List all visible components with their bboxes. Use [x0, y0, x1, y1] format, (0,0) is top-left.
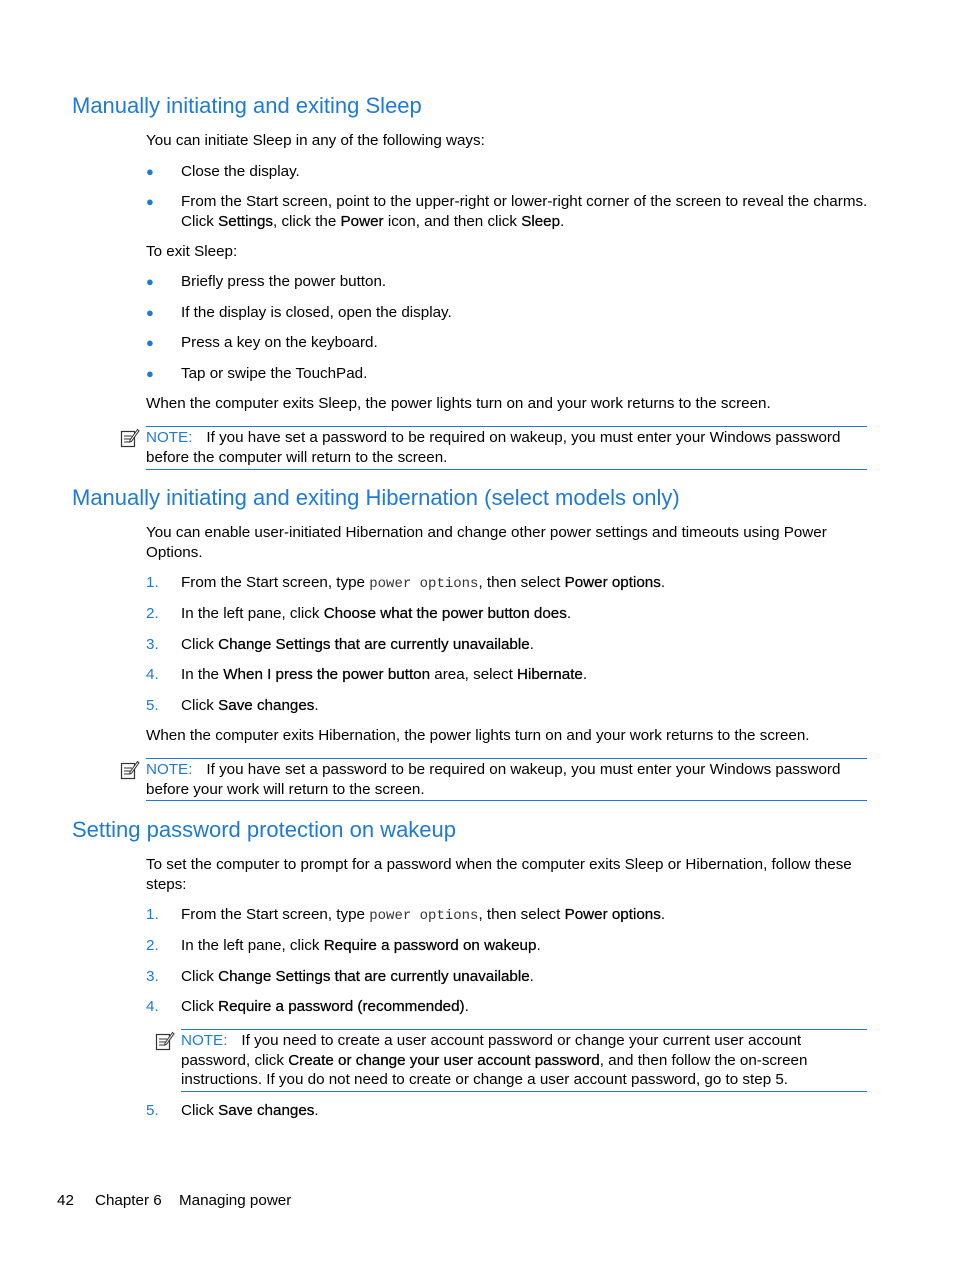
note-bottom-rule	[146, 469, 867, 470]
step-item: Click Change Settings that are currently unavailable.	[181, 636, 534, 653]
section-heading-password: Setting password protection on wakeup	[72, 817, 457, 842]
note-text: NOTE: If you have set a password to be required on wakeup, you must enter your Windows password before the computer will return to the screen.	[146, 429, 841, 466]
step-item: In the left pane, click Require a password on wakeup.	[181, 937, 541, 954]
step-item: Click Save changes.	[181, 1102, 319, 1119]
step-number: 4.	[146, 666, 159, 683]
page-number: 42	[57, 1192, 74, 1209]
paragraph: To set the computer to prompt for a password when the computer exits Sleep or Hibernation, follow these steps:	[146, 856, 852, 893]
note-icon	[120, 760, 140, 780]
step-number: 1.	[146, 574, 159, 591]
step-number: 4.	[146, 998, 159, 1015]
bullet-icon: ●	[146, 305, 154, 320]
section-heading-sleep: Manually initiating and exiting Sleep	[72, 93, 422, 118]
note-text: NOTE: If you need to create a user account password or change your current user account password, click Create or change your user account password, and then follow the on-screen instructions. If you do not need to create or change a user account password, go to step 5.	[181, 1032, 808, 1088]
paragraph: When the computer exits Sleep, the power lights turn on and your work returns to the screen.	[146, 395, 771, 412]
bullet-icon: ●	[146, 194, 154, 209]
paragraph: You can initiate Sleep in any of the following ways:	[146, 132, 485, 149]
list-item: Briefly press the power button.	[181, 273, 387, 290]
step-number: 3.	[146, 968, 159, 985]
paragraph: When the computer exits Hibernation, the power lights turn on and your work returns to the screen.	[146, 727, 810, 744]
note-top-rule	[146, 758, 867, 759]
step-item: From the Start screen, type power options, then select Power options.	[181, 906, 666, 924]
step-item: Click Require a password (recommended).	[181, 998, 469, 1015]
note-bottom-rule	[146, 800, 867, 801]
bullet-icon: ●	[146, 274, 154, 289]
note-top-rule	[146, 426, 867, 427]
paragraph: You can enable user-initiated Hibernation and change other power settings and timeouts using Power Options.	[146, 524, 827, 561]
step-number: 5.	[146, 697, 159, 714]
step-number: 2.	[146, 937, 159, 954]
step-item: In the When I press the power button area, select Hibernate.	[181, 666, 588, 683]
step-item: Click Change Settings that are currently unavailable.	[181, 968, 534, 985]
note-icon	[120, 428, 140, 448]
bullet-icon: ●	[146, 335, 154, 350]
footer-title: Managing power	[179, 1192, 292, 1209]
footer-chapter: Chapter 6	[95, 1192, 162, 1209]
list-item: Tap or swipe the TouchPad.	[181, 365, 368, 382]
step-item: In the left pane, click Choose what the power button does.	[181, 605, 572, 622]
step-item: Click Save changes.	[181, 697, 319, 714]
step-item: From the Start screen, type power options, then select Power options.	[181, 574, 666, 592]
paragraph: To exit Sleep:	[146, 243, 238, 260]
list-item: Press a key on the keyboard.	[181, 334, 378, 351]
step-number: 5.	[146, 1102, 159, 1119]
bullet-icon: ●	[146, 164, 154, 179]
bullet-icon: ●	[146, 366, 154, 381]
section-heading-hibernation: Manually initiating and exiting Hibernation (select models only)	[72, 485, 680, 510]
note-text: NOTE: If you have set a password to be required on wakeup, you must enter your Windows password before your work will return to the screen.	[146, 761, 841, 798]
note-top-rule	[181, 1029, 867, 1030]
list-item: If the display is closed, open the display.	[181, 304, 452, 321]
note-icon	[155, 1031, 175, 1051]
list-item: Close the display.	[181, 163, 300, 180]
list-item: From the Start screen, point to the upper-right or lower-right corner of the screen to reveal the charms. Click Settings, click the Power icon, and then click Sleep.	[181, 193, 868, 230]
step-number: 3.	[146, 636, 159, 653]
note-bottom-rule	[181, 1091, 867, 1092]
step-number: 2.	[146, 605, 159, 622]
step-number: 1.	[146, 906, 159, 923]
